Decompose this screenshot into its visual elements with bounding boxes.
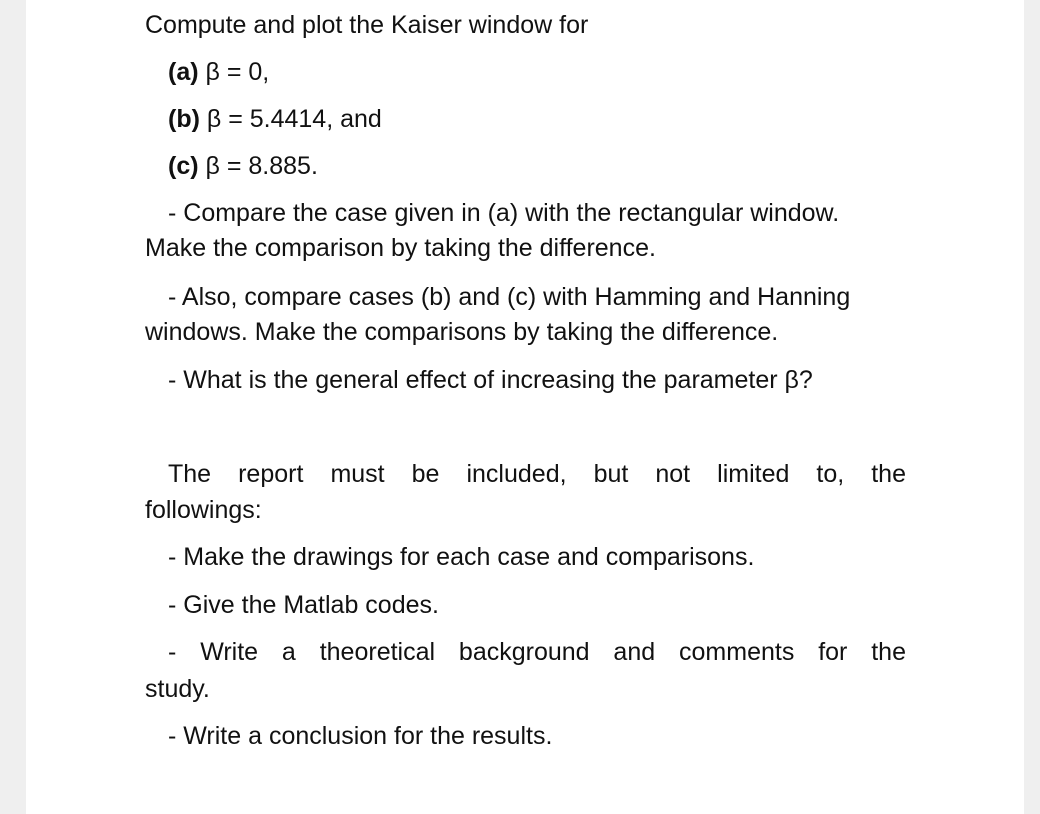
case-a [168,57,269,87]
case-c [168,151,318,181]
case-b-value: β = 5.4414, and [206,105,382,133]
report-item-1: - Make the drawings for each case and comparisons. [168,543,755,571]
case-c-value: β = 8.885. [205,152,318,180]
task-1-line-1: - Compare the case given in (a) with the rectangular window. [168,199,840,227]
report-item-3-line-2: study. [145,675,210,703]
task-2-line-1: - Also, compare cases (b) and (c) with Hamming and Hanning [168,283,851,311]
report-item-2: - Give the Matlab codes. [168,591,439,619]
case-b [168,104,382,134]
report-intro-line-2: followings: [145,496,262,524]
report-intro-line-1: The report must be included, but not limited to, the [168,460,906,488]
case-a-label: (a) [168,58,199,86]
case-c-label: (c) [168,152,199,180]
report-item-4: - Write a conclusion for the results. [168,722,553,750]
case-b-label: (b) [168,105,200,133]
intro-text: Compute and plot the Kaiser window for [145,11,589,39]
case-a-value: β = 0, [205,58,270,86]
task-3-line-1: - What is the general effect of increasing the parameter β? [168,366,813,394]
task-2-line-2: windows. Make the comparisons by taking the difference. [145,318,779,346]
task-1-line-2: Make the comparison by taking the difference. [145,234,656,262]
report-item-3-line-1: - Write a theoretical background and comments for the [168,638,906,666]
